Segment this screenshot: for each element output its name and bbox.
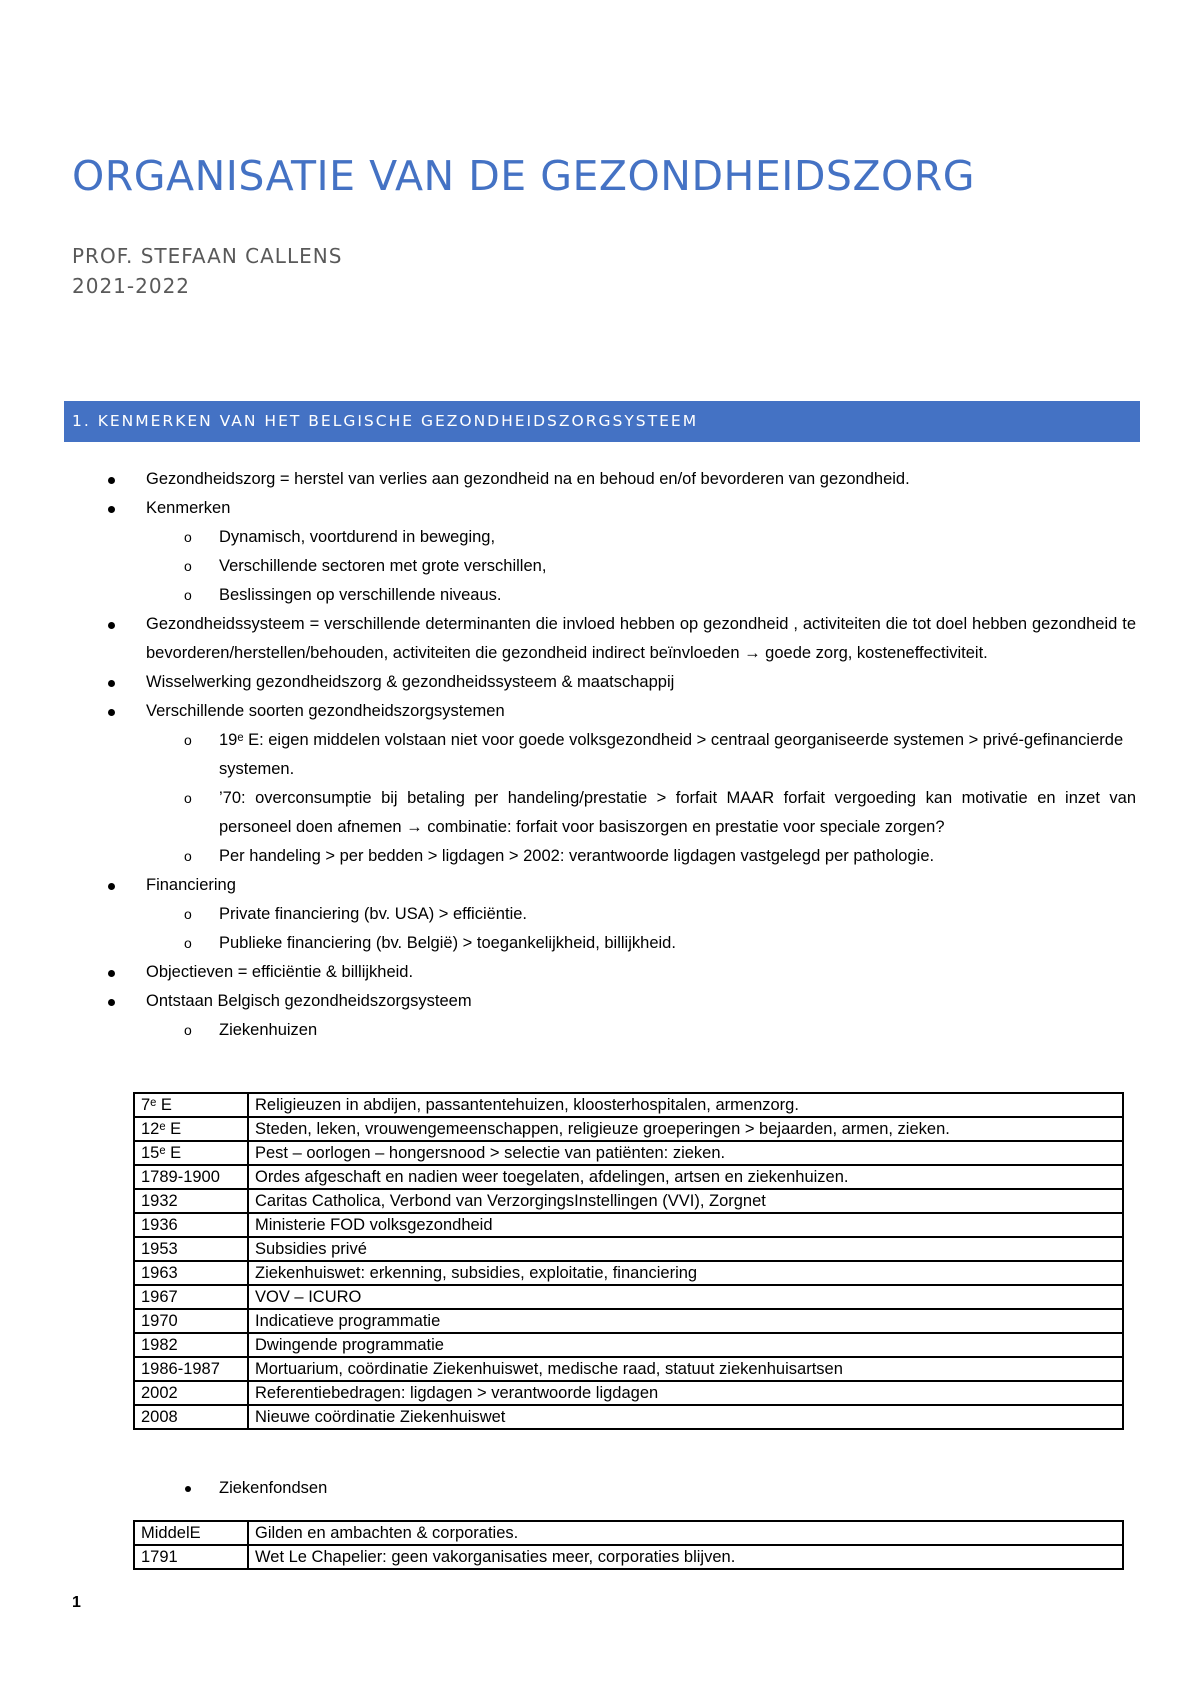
circle-bullet-icon: o (184, 1022, 192, 1038)
description-cell: Dwingende programmatie (248, 1333, 1123, 1357)
circle-bullet-icon: o (184, 906, 192, 922)
period-cell: 2002 (134, 1381, 248, 1405)
period-cell: 1932 (134, 1189, 248, 1213)
description-cell: Ordes afgeschaft en nadien weer toegelaten, afdelingen, artsen en ziekenhuizen. (248, 1165, 1123, 1189)
table-row (134, 1213, 1123, 1237)
list-item-text: Financiering (146, 876, 236, 894)
period-cell: 1982 (134, 1333, 248, 1357)
list-item-text: Ontstaan Belgisch gezondheidszorgsysteem (146, 992, 472, 1010)
description-cell: Referentiebedragen: ligdagen > verantwoorde ligdagen (248, 1381, 1123, 1405)
bullet-icon (108, 680, 115, 687)
circle-bullet-icon: o (184, 935, 192, 951)
description-cell: Religieuzen in abdijen, passantentehuizen, kloosterhospitalen, armenzorg. (248, 1093, 1123, 1117)
circle-bullet-icon: o (184, 790, 192, 806)
description-cell: Gilden en ambachten & corporaties. (248, 1521, 1123, 1545)
list-item (0, 1016, 1200, 1045)
circle-bullet-icon: o (184, 848, 192, 864)
description-cell: Pest – oorlogen – hongersnood > selectie van patiënten: zieken. (248, 1141, 1123, 1165)
period-cell: 15ᵉ E (134, 1141, 248, 1165)
circle-bullet-icon: o (184, 529, 192, 545)
table-row (134, 1141, 1123, 1165)
list-item (0, 581, 1200, 610)
list-item-text: Gezondheidszorg = herstel van verlies aan gezondheid na en behoud en/of bevorderen van gezondheid. (146, 470, 910, 488)
list-item (0, 465, 1200, 494)
list-item (0, 987, 1200, 1016)
circle-bullet-icon: o (184, 587, 192, 603)
table-row (134, 1309, 1123, 1333)
description-cell: Ziekenhuiswet: erkenning, subsidies, exploitatie, financiering (248, 1261, 1123, 1285)
list-item (0, 929, 1200, 958)
period-cell: 1936 (134, 1213, 248, 1237)
table-row (134, 1405, 1123, 1429)
list-item-text: Beslissingen op verschillende niveaus. (219, 586, 502, 604)
list-item-text: Objectieven = efficiëntie & billijkheid. (146, 963, 414, 981)
table-row (134, 1261, 1123, 1285)
description-cell: Steden, leken, vrouwengemeenschappen, religieuze groeperingen > bejaarden, armen, zieken. (248, 1117, 1123, 1141)
description-cell: Subsidies privé (248, 1237, 1123, 1261)
list-item (0, 958, 1200, 987)
description-cell: Mortuarium, coördinatie Ziekenhuiswet, medische raad, statuut ziekenhuisartsen (248, 1357, 1123, 1381)
list-item (0, 784, 1200, 842)
list-item (0, 871, 1200, 900)
description-cell: Ministerie FOD volksgezondheid (248, 1213, 1123, 1237)
table-row (134, 1237, 1123, 1261)
list-item-text: Wisselwerking gezondheidszorg & gezondheidssysteem & maatschappij (146, 673, 675, 691)
table-row (134, 1545, 1123, 1569)
table-row (134, 1381, 1123, 1405)
table-row (134, 1093, 1123, 1117)
list-item-text: Verschillende soorten gezondheidszorgsystemen (146, 702, 505, 720)
bullet-icon (108, 709, 115, 716)
list-item-ziekenfondsen (0, 1474, 1200, 1503)
list-item (0, 900, 1200, 929)
list-item (0, 697, 1200, 726)
circle-bullet-icon: o (184, 732, 192, 748)
period-cell: 1791 (134, 1545, 248, 1569)
list-item-text: Publieke financiering (bv. België) > toegankelijkheid, billijkheid. (219, 934, 676, 952)
list-item-text: 19ᵉ E: eigen middelen volstaan niet voor goede volksgezondheid > centraal georganiseerde systemen > privé-gefinancierde systemen. (219, 731, 1124, 778)
list-item (0, 842, 1200, 871)
table-row (134, 1117, 1123, 1141)
page-title: ORGANISATIE VAN DE GEZONDHEIDSZORG (72, 152, 976, 200)
list-item-text: Verschillende sectoren met grote verschillen, (219, 557, 547, 575)
list-item (0, 610, 1200, 668)
section-content (0, 465, 1200, 1045)
academic-year: 2021-2022 (72, 274, 191, 298)
bullet-icon (108, 970, 115, 977)
list-item-text: Ziekenhuizen (219, 1021, 318, 1039)
period-cell: 1986-1987 (134, 1357, 248, 1381)
period-cell: 1953 (134, 1237, 248, 1261)
bullet-icon (108, 999, 115, 1006)
bullet-icon (108, 506, 115, 513)
list-item-text: ’70: overconsumptie bij betaling per handeling/prestatie > forfait MAAR forfait vergoeding kan motivatie en inzet van personeel doen afnemen → combinatie: forfait voor basiszorgen en prestatie voor speciale zorgen? (219, 789, 1136, 836)
list-item (0, 523, 1200, 552)
description-cell: VOV – ICURO (248, 1285, 1123, 1309)
period-cell: 2008 (134, 1405, 248, 1429)
table-row (134, 1285, 1123, 1309)
ziekenhuizen-table (133, 1092, 1124, 1430)
bullet-icon (185, 1486, 191, 1492)
list-item-text: Dynamisch, voortdurend in beweging, (219, 528, 496, 546)
circle-bullet-icon: o (184, 558, 192, 574)
list-item (0, 552, 1200, 581)
period-cell: 1963 (134, 1261, 248, 1285)
bullet-icon (108, 883, 115, 890)
table-row (134, 1333, 1123, 1357)
period-cell: MiddelE (134, 1521, 248, 1545)
description-cell: Indicatieve programmatie (248, 1309, 1123, 1333)
description-cell: Wet Le Chapelier: geen vakorganisaties meer, corporaties blijven. (248, 1545, 1123, 1569)
bullet-icon (108, 622, 115, 629)
table-row (134, 1357, 1123, 1381)
section-heading: 1. KENMERKEN VAN HET BELGISCHE GEZONDHEIDSZORGSYSTEEM (64, 401, 1140, 442)
table-row (134, 1521, 1123, 1545)
table-row (134, 1165, 1123, 1189)
description-cell: Caritas Catholica, Verbond van VerzorgingsInstellingen (VVI), Zorgnet (248, 1189, 1123, 1213)
list-item (0, 494, 1200, 523)
list-item-text: Gezondheidssysteem = verschillende determinanten die invloed hebben op gezondheid , activiteiten die tot doel hebben gezondheid te bevorderen/herstellen/behouden, activiteiten die gezondheid indirect beïnvloeden → goede zorg, kosteneffectiviteit. (146, 615, 1136, 662)
period-cell: 1967 (134, 1285, 248, 1309)
list-item-text: Ziekenfondsen (219, 1479, 328, 1497)
list-item-text: Private financiering (bv. USA) > efficiëntie. (219, 905, 527, 923)
description-cell: Nieuwe coördinatie Ziekenhuiswet (248, 1405, 1123, 1429)
period-cell: 1789-1900 (134, 1165, 248, 1189)
ziekenfondsen-table (133, 1520, 1124, 1570)
author: PROF. STEFAAN CALLENS (72, 244, 343, 268)
list-item-text: Per handeling > per bedden > ligdagen > 2002: verantwoorde ligdagen vastgelegd per pathologie. (219, 847, 935, 865)
table-row (134, 1189, 1123, 1213)
bullet-icon (108, 477, 115, 484)
list-item (0, 668, 1200, 697)
period-cell: 1970 (134, 1309, 248, 1333)
list-item (0, 726, 1200, 784)
period-cell: 12ᵉ E (134, 1117, 248, 1141)
period-cell: 7ᵉ E (134, 1093, 248, 1117)
list-item-text: Kenmerken (146, 499, 231, 517)
page-number: 1 (72, 1594, 81, 1611)
